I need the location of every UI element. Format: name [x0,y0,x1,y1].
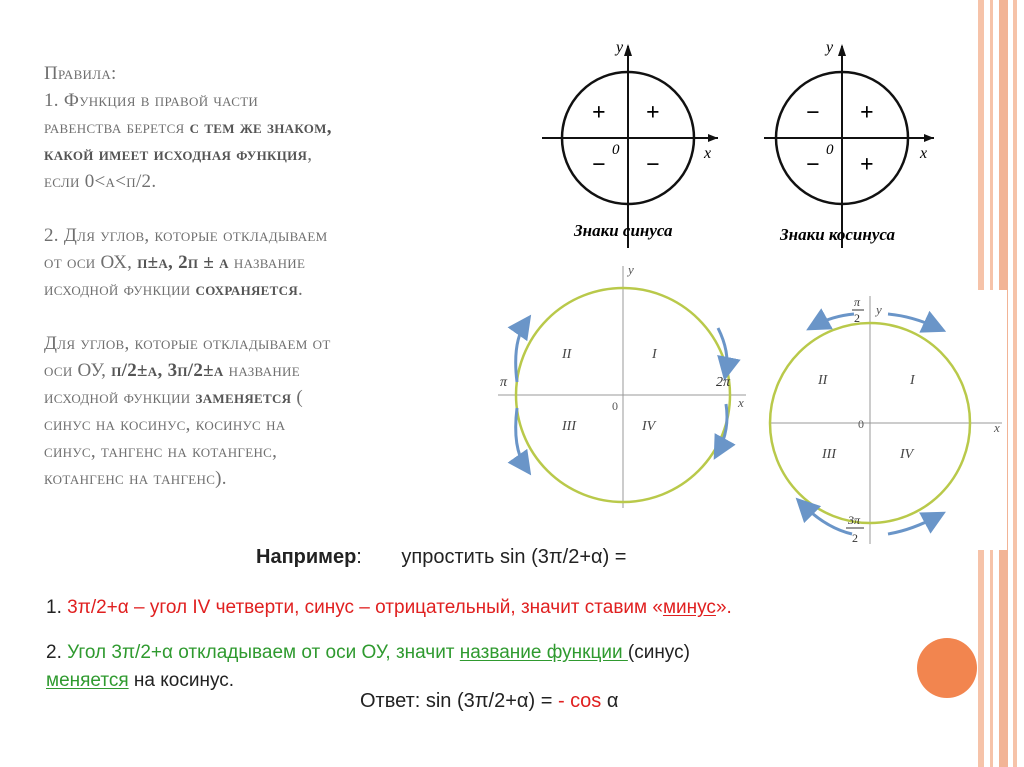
diagram-caption: Знаки косинуса [780,225,895,244]
angle-2pi-label: 2π [716,375,731,390]
quadrant-label: II [818,373,828,388]
rule-line: исходной функции заменяется ( [44,387,304,408]
rule-line: котангенс на тангенс). [44,468,227,489]
rule-line: 1. Функция в правой части [44,90,259,111]
angle-3pi2-den: 2 [852,531,858,545]
minus-word: минус [662,597,716,618]
decor-stripe [1013,0,1017,767]
decor-orange-circle [917,638,977,698]
rule-line: если 0<a<π/2. [44,171,157,192]
axis-x-label: x [920,145,928,162]
rule-line: исходной функции сохраняется. [44,279,304,300]
quadrant-label: III [822,447,836,462]
axis-y-label: y [826,40,834,56]
example-task: упростить sin (3π/2+α) = [401,546,627,568]
rule-line: Для углов, которые откладываем от [44,333,331,354]
quadrant-sign: − [806,100,820,126]
cosine-signs-diagram [762,40,952,255]
axis-y-label: y [616,40,624,56]
quadrant-sign: − [806,152,820,178]
rules-heading: Правила: [44,63,117,84]
quadrant-sign: + [592,100,606,126]
origin-label: 0 [826,142,834,158]
rule-line: от оси ОХ, π±a, 2π ± a название [44,252,306,273]
axis-x-label: x [738,395,744,410]
axis-x-label: x [994,420,1000,435]
origin-label: 0 [612,399,618,413]
quadrant-sign: + [860,152,874,178]
rule-line: 2. Для углов, которые откладываем [44,225,328,246]
unit-circle-ox [490,262,760,514]
axis-y-label: y [876,302,882,317]
angle-pi2-num: π [854,295,861,309]
quadrant-label: IV [642,419,656,434]
diagram-caption: Знаки синуса [574,221,673,240]
quadrant-label: I [910,373,915,388]
step-1: 1. 3π/2+α – угол IV четверти, синус – отрицательный, значит ставим «минус». [46,597,732,618]
axis-x-label: x [704,145,712,162]
quadrant-sign: + [860,100,874,126]
angle-3pi2-num: 3π [848,513,861,527]
quadrant-sign: − [592,152,606,178]
answer-cos: cos [564,690,602,712]
origin-label: 0 [612,142,620,158]
angle-pi2-den: 2 [854,311,860,325]
quadrant-label: IV [900,447,914,462]
answer-minus: - [557,690,565,712]
answer-line: Ответ: sin (3π/2+α) = - cos α [360,690,619,712]
rule-line: какой имеет исходная функция, [44,144,313,165]
unit-circle-oy [766,290,1010,552]
rule-line: равенства берется с тем же знаком, [44,117,332,138]
quadrant-label: II [562,347,572,362]
quadrant-label: I [652,347,657,362]
rule-line: оси ОУ, π/2±a, 3π/2±a название [44,360,300,381]
angle-pi-label: π [500,375,508,390]
axis-y-label: y [628,262,634,277]
rules-text [44,60,484,492]
example-line: Например: упростить sin (3π/2+α) = [256,546,627,568]
quadrant-sign: − [646,152,660,178]
quadrant-label: III [562,419,576,434]
step-2: 2. Угол 3π/2+α откладываем от оси ОУ, значит название функции (синус) меняется на косинус. [46,642,690,691]
sine-signs-diagram [540,40,730,255]
quadrant-sign: + [646,100,660,126]
origin-label: 0 [858,417,864,431]
rule-line: синус на косинус, косинус на [44,414,286,435]
rule-line: синус, тангенс на котангенс, [44,441,278,462]
example-label: Например [256,546,357,568]
